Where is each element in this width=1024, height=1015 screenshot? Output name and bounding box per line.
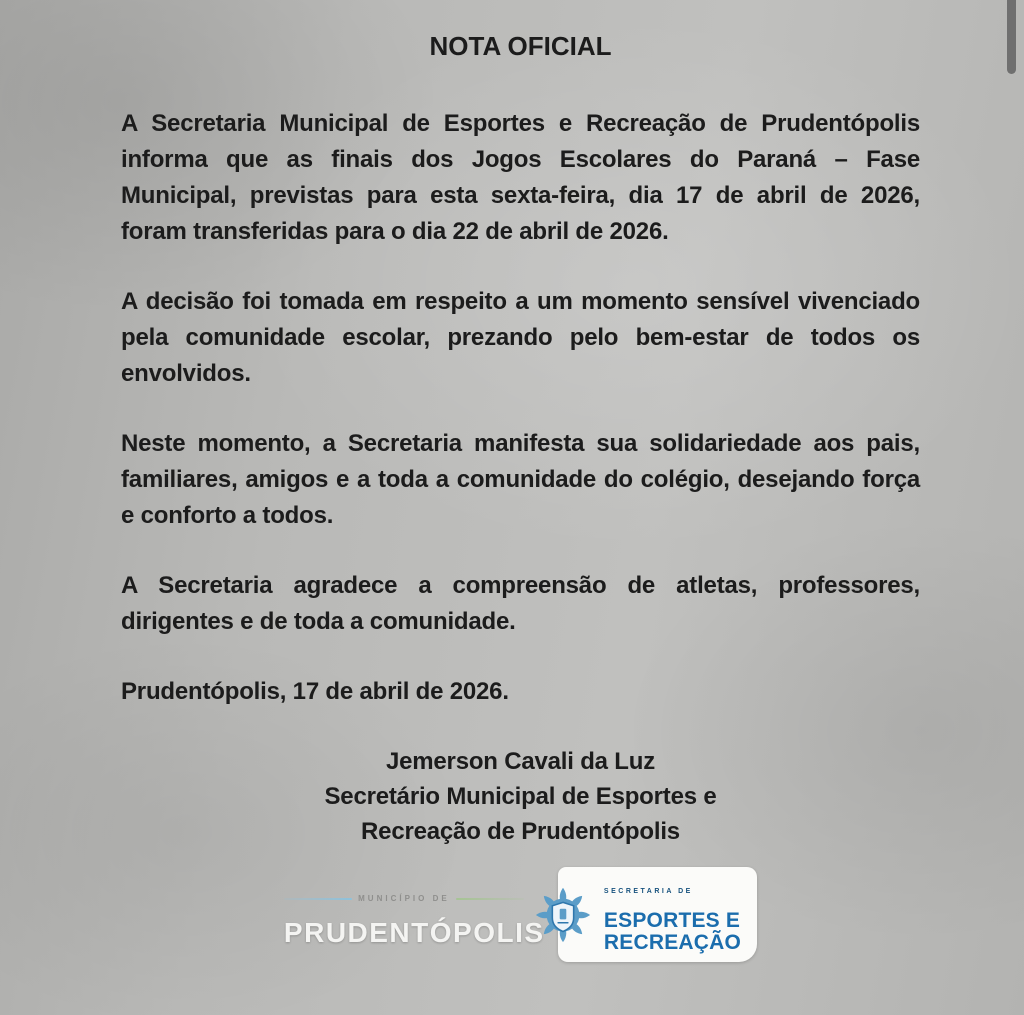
date-line: Prudentópolis, 17 de abril de 2026. (121, 678, 509, 705)
note-paragraph: A Secretaria agradece a compreensão de atletas, professores, dirigentes e de toda a comunidade. (121, 572, 920, 635)
note-paragraph: A decisão foi tomada em respeito a um momento sensível vivenciado pela comunidade escolar, prezando pelo bem-estar de todos os envolvidos. (121, 288, 920, 387)
department-badge (558, 867, 757, 962)
municipality-logo-overline-row (284, 881, 524, 917)
note-paragraph: Neste momento, a Secretaria manifesta sua solidariedade aos pais, familiares, amigos e a toda a comunidade do colégio, desejando força e conforto a todos. (121, 430, 920, 529)
department-name-line2: RECREAÇÃO (603, 931, 742, 954)
note-content (121, 28, 920, 962)
signature-role-line2: Recreação de Prudentópolis (361, 818, 680, 845)
coat-of-arms-icon (532, 884, 594, 946)
municipality-name: PRUDENTÓPOLIS (283, 917, 545, 948)
scrollbar-thumb[interactable] (1007, 0, 1016, 74)
note-title: NOTA OFICIAL (429, 31, 612, 61)
signature-role-line1: Secretário Municipal de Esportes e (324, 783, 717, 810)
divider-line-blue (284, 898, 352, 900)
signature-block (121, 744, 920, 849)
divider-line-green (456, 898, 524, 900)
note-paragraph: A Secretaria Municipal de Esportes e Recreação de Prudentópolis informa que as finais dos Jogos Escolares do Paraná – Fase Municipal, previstas para esta sexta-feira, dia 17 de abril de 2026, foram transferidas para o dia 22 de abril de 2026. (121, 110, 920, 245)
department-overline: SECRETARIA DE (603, 888, 693, 895)
department-name-line1: ESPORTES E (603, 909, 741, 932)
footer-logos (121, 867, 920, 962)
signature-name: Jemerson Cavali da Luz (385, 748, 656, 775)
municipality-overline: MUNICÍPIO DE (358, 894, 450, 903)
municipality-logo (283, 881, 545, 948)
